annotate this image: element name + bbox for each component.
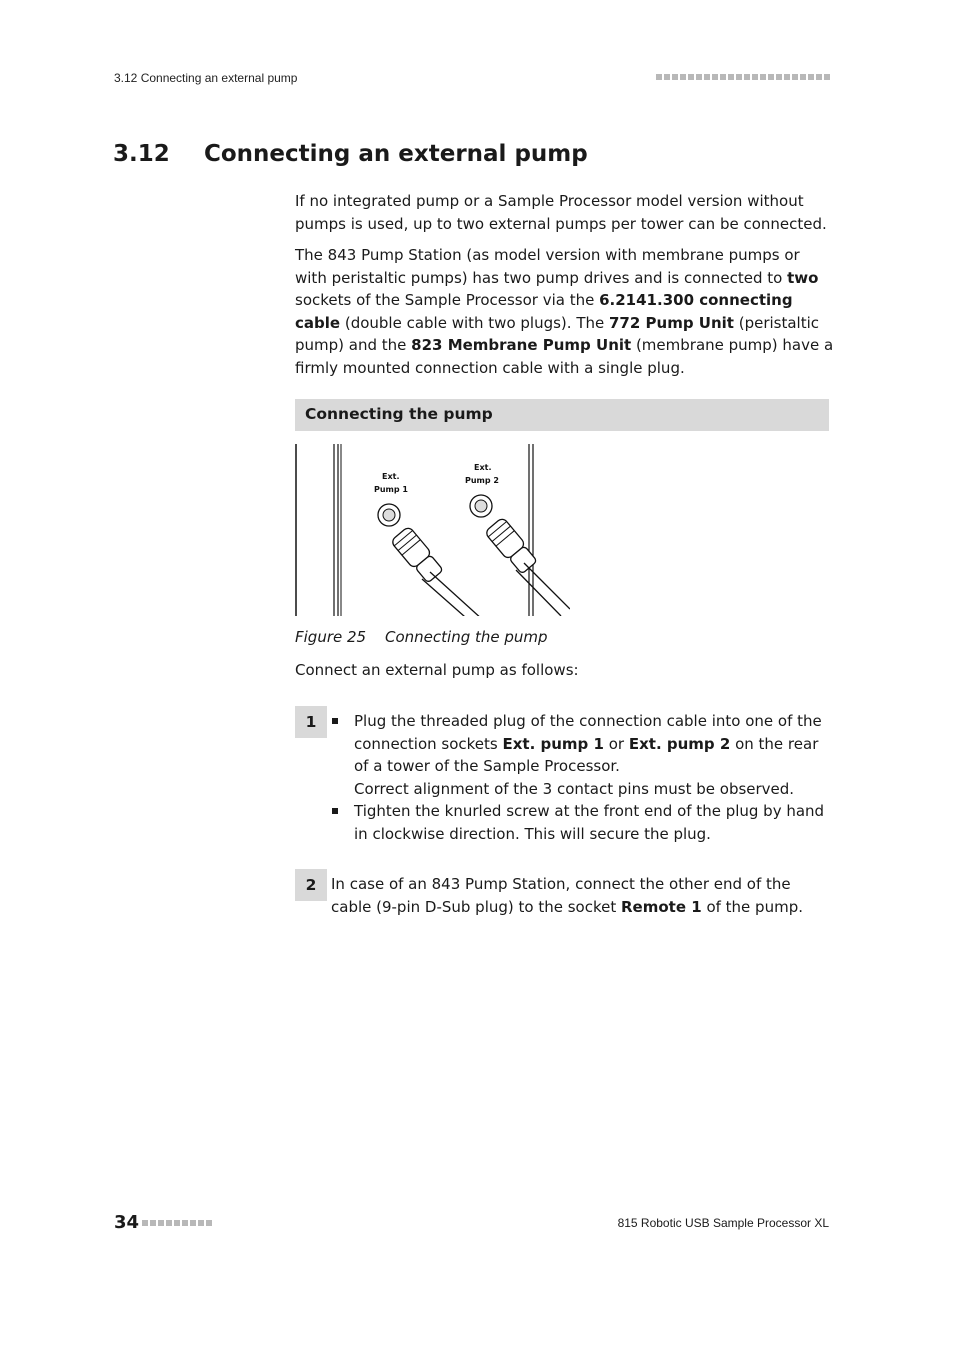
footer-doc-title: 815 Robotic USB Sample Processor XL (617, 1216, 829, 1230)
header-decoration (656, 74, 830, 80)
figure-caption-title: Connecting the pump (385, 628, 548, 646)
svg-text:Ext.: Ext. (382, 472, 400, 481)
svg-text:Pump 1: Pump 1 (374, 485, 408, 494)
step1-bullet-2: Tighten the knurled screw at the front end of the plug by hand in clockwise direction. This will secure the plug. (354, 802, 825, 843)
intro-paragraph-2: The 843 Pump Station (as model version with membrane pumps or with peristaltic pumps) has two pump drives and is connected to two sockets of the Sample Processor via the 6.2141.300 connecting cable (double cable with two plugs). The 772 Pump Unit (peristaltic pump) and the 823 Membrane Pump Unit (membrane pump) have a firmly mounted connection cable with a single plug. (295, 246, 834, 377)
intro-paragraph-1: If no integrated pump or a Sample Processor model version without pumps is used, up to two external pumps per tower can be connected. (295, 192, 827, 233)
running-header: 3.12 Connecting an external pump (114, 71, 298, 85)
section-number: 3.12 (113, 141, 170, 167)
footer-decoration (114, 1220, 212, 1226)
connection-figure (295, 444, 570, 616)
step-number-2: 2 (295, 869, 327, 901)
pump-connection-illustration (295, 444, 570, 616)
step-number-1: 1 (295, 706, 327, 738)
step2-text: In case of an 843 Pump Station, connect the other end of the cable (9-pin D-Sub plug) to the socket Remote 1 of the pump. (331, 875, 803, 916)
step1-bullet-1: Plug the threaded plug of the connection cable into one of the connection sockets Ext. pump 1 or Ext. pump 2 on the rear of a tower of the Sample Processor. Correct alignment of the 3 contact pins must be observed. (354, 712, 822, 798)
page-number: 34 (114, 1212, 140, 1233)
bullet (332, 718, 338, 724)
section-title: Connecting an external pump (204, 141, 588, 167)
bullet (332, 808, 338, 814)
svg-text:Ext.: Ext. (474, 463, 492, 472)
svg-text:Pump 2: Pump 2 (465, 476, 499, 485)
figure-caption-number: Figure 25 (295, 628, 367, 646)
instructions-lead: Connect an external pump as follows: (295, 661, 579, 679)
subsection-title: Connecting the pump (305, 405, 493, 423)
subsection-header (295, 399, 829, 431)
